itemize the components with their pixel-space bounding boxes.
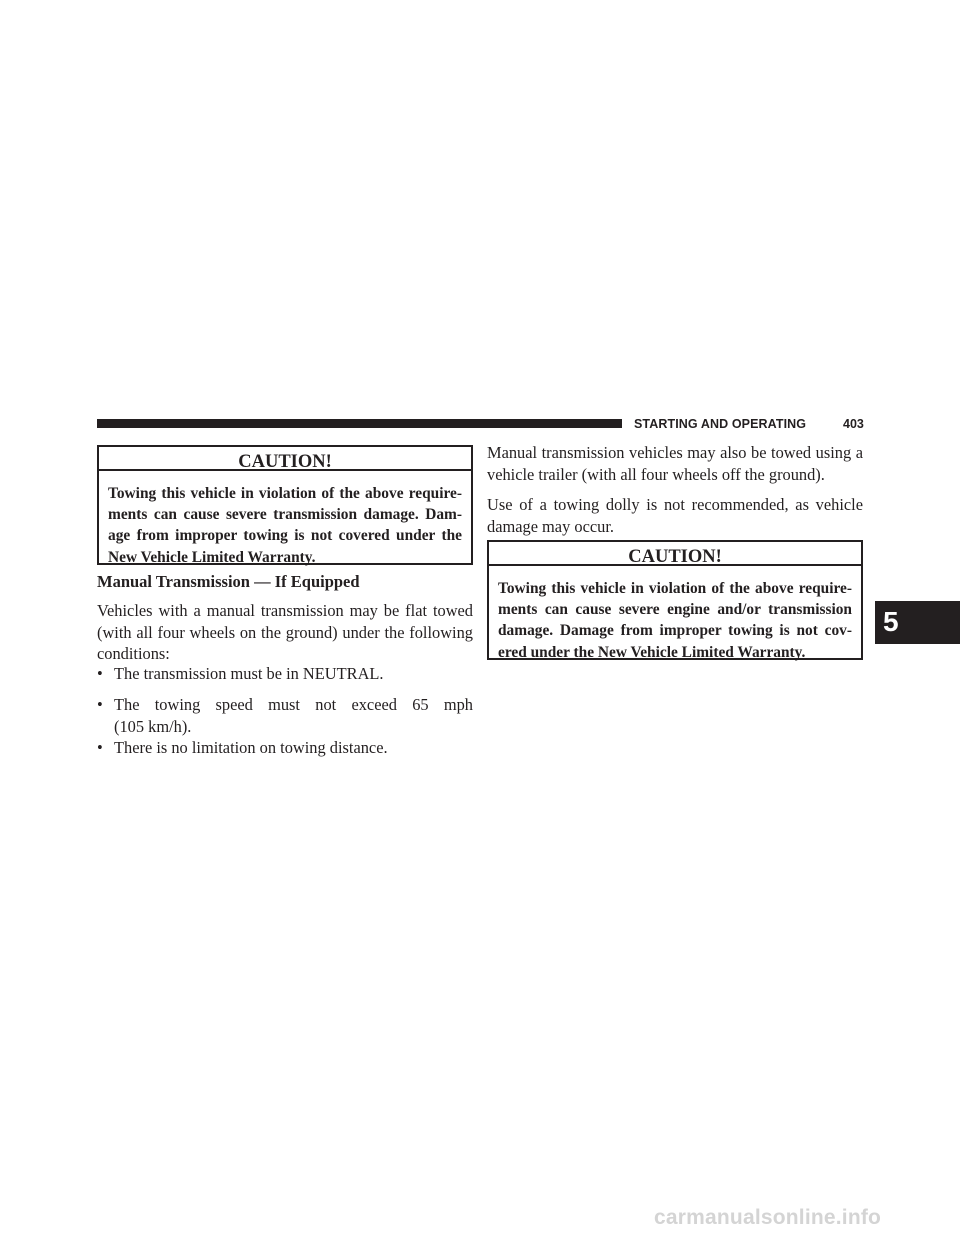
paragraph-line: Use of a towing dolly is not recommended, as vehicle	[487, 495, 863, 514]
caution-line: Towing this vehicle in violation of the above require-	[108, 485, 462, 502]
bullet-icon: •	[97, 664, 103, 683]
dolly-paragraph	[487, 494, 863, 537]
bullet-icon: •	[97, 738, 103, 757]
paragraph-line: (with all four wheels on the ground) under the following	[97, 622, 473, 642]
list-item-text: The transmission must be in NEUTRAL.	[114, 664, 384, 683]
caution-title: CAUTION!	[489, 542, 861, 566]
page-number: 403	[843, 417, 864, 431]
section-heading: Manual Transmission — If Equipped	[97, 572, 360, 591]
bullet-icon: •	[97, 695, 103, 714]
caution-text	[99, 471, 471, 568]
caution-box-transmission	[97, 445, 473, 565]
paragraph-line: conditions:	[97, 644, 170, 663]
caution-line: damage. Damage from improper towing is not cov-	[498, 622, 852, 640]
chapter-tab	[875, 601, 960, 644]
header-rule	[97, 419, 622, 428]
caution-line: ments can cause severe transmission damage. Dam-	[108, 506, 462, 524]
list-item-text: There is no limitation on towing distance.	[114, 738, 388, 757]
trailer-paragraph	[487, 442, 863, 485]
section-title: STARTING AND OPERATING	[634, 417, 807, 431]
caution-line: Towing this vehicle in violation of the above require-	[498, 580, 852, 597]
caution-line: age from improper towing is not covered under the	[108, 527, 462, 545]
chapter-number: 5	[883, 606, 899, 637]
watermark: carmanualsonline.info	[654, 1206, 882, 1229]
paragraph-line: damage may occur.	[487, 516, 614, 536]
caution-box-engine	[487, 540, 863, 660]
intro-paragraph	[97, 600, 473, 665]
caution-text	[489, 566, 861, 663]
paragraph-line: vehicle trailer (with all four wheels off the ground).	[487, 464, 825, 484]
paragraph-line: Manual transmission vehicles may also be towed using a	[487, 443, 863, 462]
caution-line: ered under the New Vehicle Limited Warranty.	[498, 643, 806, 661]
caution-line: ments can cause severe engine and/or transmission	[498, 601, 852, 619]
caution-title: CAUTION!	[99, 447, 471, 471]
paragraph-line: Vehicles with a manual transmission may be flat towed	[97, 601, 473, 620]
list-item-text: The towing speed must not exceed 65 mph	[114, 695, 473, 714]
caution-line: New Vehicle Limited Warranty.	[108, 548, 316, 566]
list-item-text: (105 km/h).	[114, 716, 192, 736]
